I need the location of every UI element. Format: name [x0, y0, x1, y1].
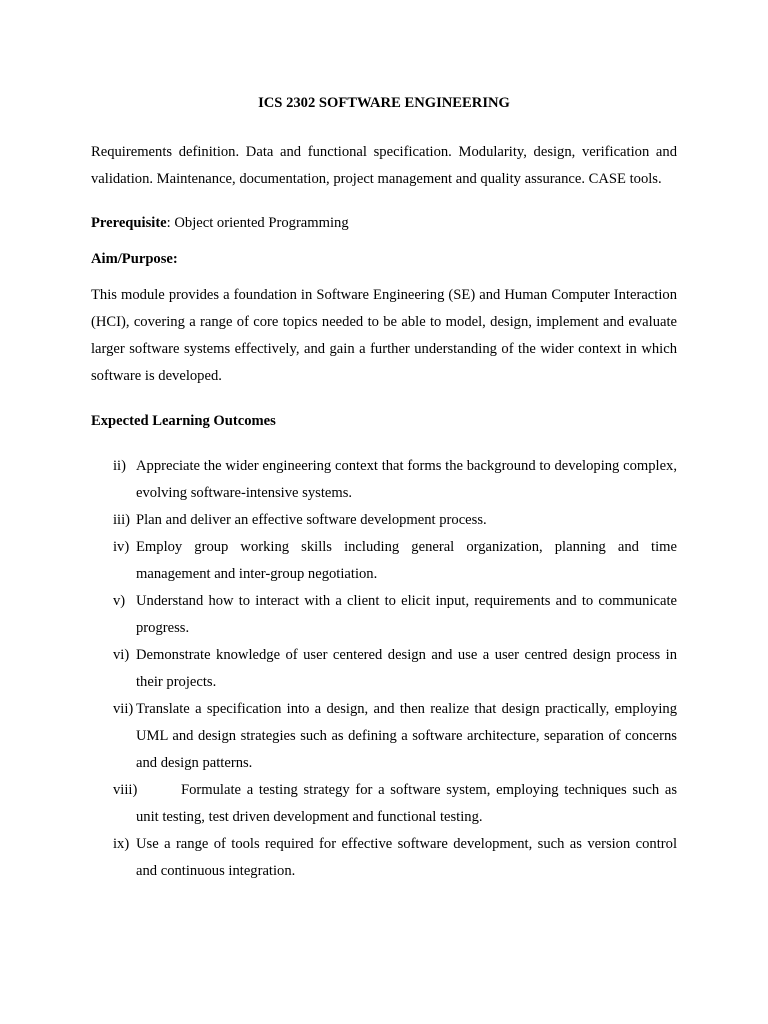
list-item-text: Translate a specification into a design, and then realize that design practically, employing UML and design strategies such as defining a software architecture, separation of concerns and design patterns.: [136, 701, 677, 771]
list-item-number: vii): [113, 701, 134, 717]
list-item-text: Appreciate the wider engineering context that forms the background to developing complex, evolving software-intensive systems.: [136, 458, 677, 501]
list-item: [91, 696, 677, 777]
list-item: [91, 453, 677, 507]
aim-heading: Aim/Purpose:: [91, 251, 178, 267]
course-title: ICS 2302 SOFTWARE ENGINEERING: [258, 95, 510, 111]
list-item: [91, 534, 677, 588]
aim-body: This module provides a foundation in Software Engineering (SE) and Human Computer Interaction (HCI), covering a range of core topics needed to be able to model, design, implement and evaluate larger software systems effectively, and gain a further understanding of the wider context in which software is developed.: [91, 287, 677, 384]
course-description: Requirements definition. Data and functional specification. Modularity, design, verification and validation. Maintenance, documentation, project management and quality assurance. CASE tools.: [91, 144, 677, 187]
list-item-text: Understand how to interact with a client to elicit input, requirements and to communicate progress.: [136, 593, 677, 636]
list-item-text: Demonstrate knowledge of user centered design and use a user centred design process in their projects.: [136, 647, 677, 690]
list-item: [91, 588, 677, 642]
list-item: [91, 831, 677, 885]
list-item-text: Formulate a testing strategy for a software system, employing techniques such as unit testing, test driven development and functional testing.: [136, 782, 677, 825]
list-item-number: ix): [113, 836, 130, 852]
list-item-number: ii): [113, 458, 126, 474]
list-item: [91, 507, 677, 534]
outcomes-list: [91, 453, 677, 885]
prerequisite-separator: :: [166, 215, 175, 231]
list-item-text: Employ group working skills including general organization, planning and time management and inter-group negotiation.: [136, 539, 677, 582]
list-item-number: vi): [113, 647, 130, 663]
list-item-number: iv): [113, 539, 130, 555]
prerequisite-value: Object oriented Programming: [174, 215, 349, 231]
prerequisite-line: [91, 210, 677, 237]
list-item-number: viii): [113, 782, 138, 798]
list-item-text: Use a range of tools required for effective software development, such as version control and continuous integration.: [136, 836, 677, 879]
list-item-text: Plan and deliver an effective software development process.: [136, 512, 487, 528]
list-item-number: iii): [113, 512, 131, 528]
list-item: [91, 642, 677, 696]
list-item-number: v): [113, 593, 126, 609]
outcomes-heading: Expected Learning Outcomes: [91, 413, 276, 429]
list-item: [91, 777, 677, 831]
prerequisite-label: Prerequisite: [91, 215, 167, 231]
document-page: [91, 94, 677, 885]
